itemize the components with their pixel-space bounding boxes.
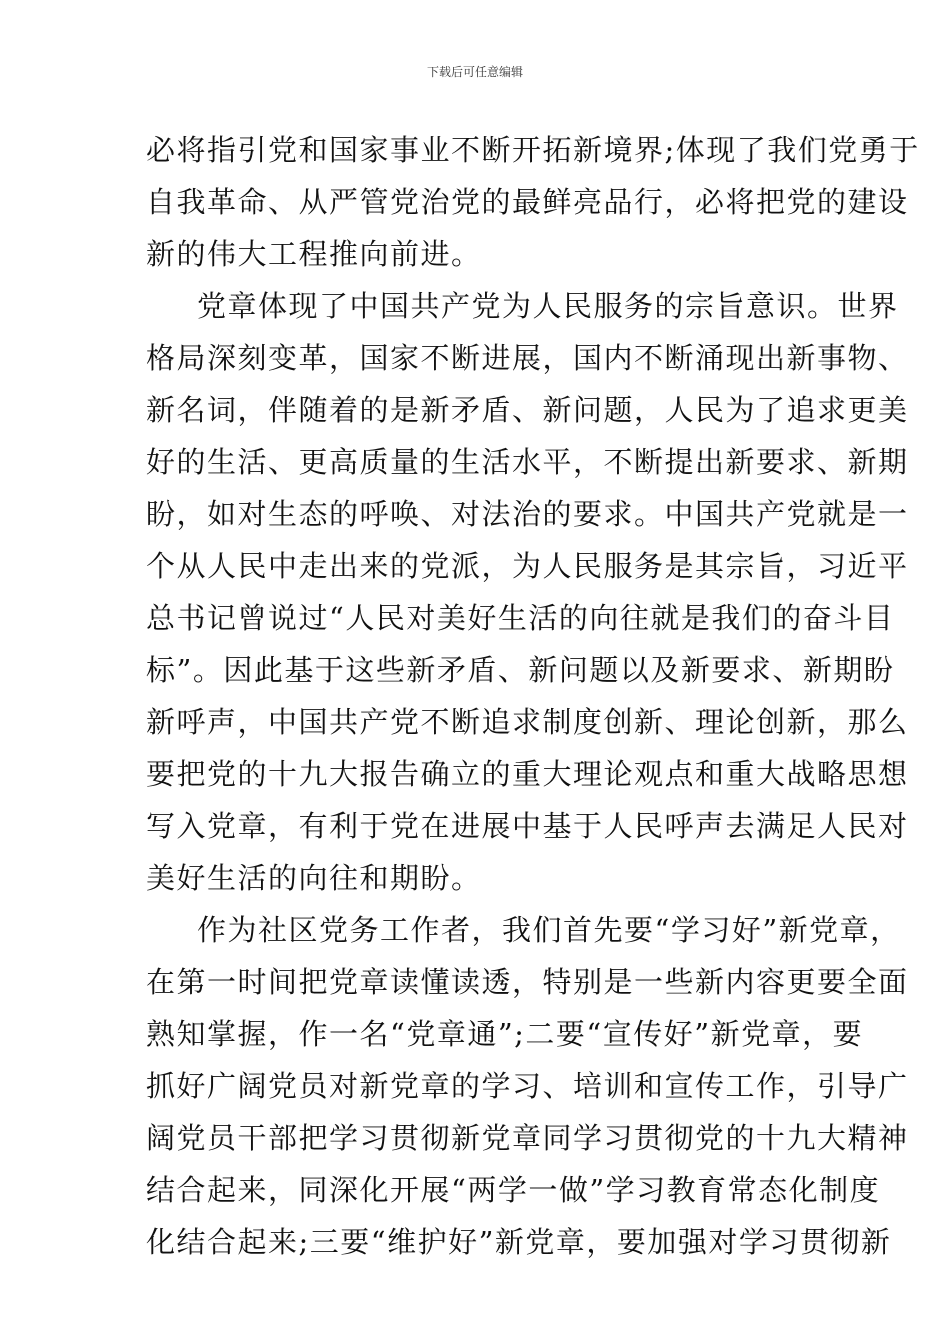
text-line: 新的伟大工程推向前进。 [146, 237, 482, 271]
text-line: 总书记曾说过“人民对美好生活的向往就是我们的奋斗目 [146, 601, 895, 635]
text-line: 在第一时间把党章读懂读透，特别是一些新内容更要全面 [146, 965, 909, 999]
text-line: 写入党章，有利于党在进展中基于人民呼声去满足人民对 [146, 809, 909, 843]
text-line: 盼，如对生态的呼唤、对法治的要求。中国共产党就是一 [146, 497, 909, 531]
text-line: 结合起来，同深化开展“两学一做”学习教育常态化制度 [146, 1173, 881, 1207]
text-line: 自我革命、从严管党治党的最鲜亮品行，必将把党的建设 [146, 185, 909, 219]
text-line: 新呼声，中国共产党不断追求制度创新、理论创新，那么 [146, 705, 909, 739]
document-body [146, 124, 920, 1268]
text-line: 抓好广阔党员对新党章的学习、培训和宣传工作，引导广 [146, 1069, 909, 1103]
text-line: 美好生活的向往和期盼。 [146, 861, 482, 895]
text-line: 化结合起来;三要“维护好”新党章，要加强对学习贯彻新 [146, 1225, 892, 1259]
text-line: 好的生活、更高质量的生活水平，不断提出新要求、新期 [146, 445, 909, 479]
page-header: 下载后可任意编辑 [426, 65, 523, 79]
text-line: 个从人民中走出来的党派，为人民服务是其宗旨，习近平 [146, 549, 909, 583]
text-line: 要把党的十九大报告确立的重大理论观点和重大战略思想 [146, 757, 909, 791]
text-line: 阔党员干部把学习贯彻新党章同学习贯彻党的十九大精神 [146, 1121, 909, 1155]
text-line: 新名词，伴随着的是新矛盾、新问题，人民为了追求更美 [146, 393, 909, 427]
paragraph-3 [146, 904, 909, 1268]
text-line: 熟知掌握，作一名“党章通”;二要“宣传好”新党章，要 [146, 1017, 864, 1051]
text-line: 标”。因此基于这些新矛盾、新问题以及新要求、新期盼 [146, 653, 895, 687]
text-line-first: 作为社区党务工作者，我们首先要“学习好”新党章， [197, 913, 901, 947]
text-line: 必将指引党和国家事业不断开拓新境界;体现了我们党勇于 [146, 133, 920, 167]
paragraph-1 [146, 124, 920, 280]
paragraph-2 [146, 280, 909, 904]
text-line-first: 党章体现了中国共产党为人民服务的宗旨意识。世界 [197, 289, 899, 323]
text-line: 格局深刻变革，国家不断进展，国内不断涌现出新事物、 [146, 341, 909, 375]
